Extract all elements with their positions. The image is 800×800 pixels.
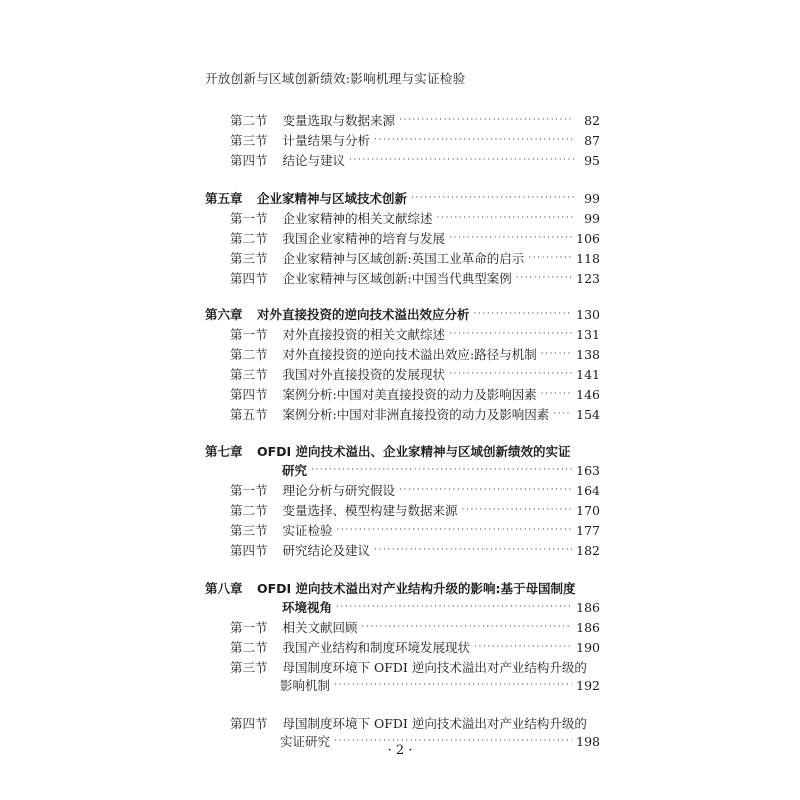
toc-title-continuation: 影响机制 xyxy=(280,678,331,693)
toc-section-row xyxy=(205,150,600,170)
section-label: 第四节 xyxy=(230,387,268,402)
toc-section-row xyxy=(205,130,600,150)
leader-dots xyxy=(528,248,572,268)
section-label: 第一节 xyxy=(230,620,268,635)
section-label: 第四节 xyxy=(230,153,268,168)
page-ref: 99 xyxy=(584,190,600,206)
section-title: 案例分析:中国对美直接投资的动力及影响因素 xyxy=(282,387,537,402)
section-title: 我国对外直接投资的发展现状 xyxy=(282,367,446,382)
page-ref: 123 xyxy=(576,270,600,286)
section-label: 第一节 xyxy=(230,211,268,226)
page-ref: 141 xyxy=(576,366,600,382)
section-label: 第二节 xyxy=(230,231,268,246)
chapter-label: 第八章 xyxy=(205,581,243,596)
page-ref: 186 xyxy=(576,599,600,615)
section-title: 母国制度环境下 OFDI 逆向技术溢出对产业结构升级的 xyxy=(282,716,587,731)
toc-section-row xyxy=(205,500,600,520)
leader-dots xyxy=(474,304,573,324)
toc-section-row xyxy=(205,520,600,540)
leader-dots xyxy=(337,520,573,540)
leader-dots xyxy=(411,188,574,208)
leader-dots xyxy=(349,150,574,170)
section-title: 研究结论及建议 xyxy=(282,543,371,558)
running-header: 开放创新与区域创新绩效:影响机理与实证检验 xyxy=(205,71,466,86)
toc-section-row xyxy=(205,268,600,288)
section-label: 第三节 xyxy=(230,251,268,266)
page-ref: 131 xyxy=(576,326,600,342)
leader-dots xyxy=(516,268,572,288)
page-ref: 164 xyxy=(576,482,600,498)
toc-section-row xyxy=(205,344,600,364)
chapter-title: OFDI 逆向技术溢出、企业家精神与区域创新绩效的实证 xyxy=(257,444,571,459)
leader-dots xyxy=(334,675,572,695)
page-ref: 146 xyxy=(576,386,600,402)
toc-section-row xyxy=(205,657,600,677)
section-title: 我国产业结构和制度环境发展现状 xyxy=(282,640,471,655)
section-title: 母国制度环境下 OFDI 逆向技术溢出对产业结构升级的 xyxy=(282,660,587,675)
page-ref: 198 xyxy=(576,733,600,749)
toc-section-row xyxy=(205,384,600,404)
section-label: 第二节 xyxy=(230,503,268,518)
section-label: 第三节 xyxy=(230,367,268,382)
chapter-label: 第六章 xyxy=(205,307,243,322)
section-label: 第三节 xyxy=(230,133,268,148)
section-label: 第三节 xyxy=(230,660,268,675)
toc-title-continuation: 环境视角 xyxy=(282,600,333,615)
leader-dots xyxy=(449,228,572,248)
leader-dots xyxy=(449,364,572,384)
toc-title-continuation: 研究 xyxy=(282,463,308,478)
section-title: 计量结果与分析 xyxy=(282,133,371,148)
chapter-title: OFDI 逆向技术溢出对产业结构升级的影响:基于母国制度 xyxy=(257,581,576,596)
leader-dots xyxy=(449,324,572,344)
page-ref: 177 xyxy=(576,522,600,538)
toc-section-row xyxy=(205,480,600,500)
toc-chapter-row xyxy=(205,578,600,598)
toc-section-row xyxy=(205,110,600,130)
leader-dots xyxy=(462,500,573,520)
leader-dots xyxy=(541,384,572,404)
section-label: 第四节 xyxy=(230,543,268,558)
section-label: 第一节 xyxy=(230,327,268,342)
page-ref: 138 xyxy=(576,346,600,362)
toc-section-row xyxy=(205,208,600,228)
section-title: 结论与建议 xyxy=(282,153,346,168)
section-title: 企业家精神与区域创新:中国当代典型案例 xyxy=(282,271,512,286)
chapter-title: 对外直接投资的逆向技术溢出效应分析 xyxy=(257,307,470,322)
leader-dots xyxy=(474,637,572,657)
section-title: 对外直接投资的相关文献综述 xyxy=(282,327,446,342)
page-ref: 130 xyxy=(576,306,600,322)
toc-section-row xyxy=(205,540,600,560)
page-ref: 82 xyxy=(584,112,600,128)
page-ref: 182 xyxy=(576,542,600,558)
leader-dots xyxy=(399,110,574,130)
toc-section-row xyxy=(205,324,600,344)
chapter-title: 企业家精神与区域技术创新 xyxy=(257,191,408,206)
leader-dots xyxy=(399,480,572,500)
toc-section-row xyxy=(205,713,600,733)
page-number: · 2 · xyxy=(387,743,413,758)
section-title: 我国企业家精神的培育与发展 xyxy=(282,231,446,246)
section-title: 企业家精神与区域创新:英国工业革命的启示 xyxy=(282,251,525,266)
chapter-label: 第七章 xyxy=(205,444,243,459)
toc-section-row xyxy=(205,364,600,384)
section-label: 第二节 xyxy=(230,347,268,362)
leader-dots xyxy=(437,208,574,228)
section-title: 相关文献回顾 xyxy=(282,620,358,635)
section-title: 企业家精神的相关文献综述 xyxy=(282,211,433,226)
toc-title-continuation: 实证研究 xyxy=(280,734,331,749)
page-ref: 95 xyxy=(584,152,600,168)
section-title: 对外直接投资的逆向技术溢出效应:路径与机制 xyxy=(282,347,537,362)
page-ref: 186 xyxy=(576,619,600,635)
toc-section-row xyxy=(205,228,600,248)
section-label: 第二节 xyxy=(230,640,268,655)
chapter-label: 第五章 xyxy=(205,191,243,206)
toc-chapter-row xyxy=(205,460,600,480)
page-ref: 170 xyxy=(576,502,600,518)
toc-section-row xyxy=(205,637,600,657)
toc-chapter-row xyxy=(205,597,600,617)
leader-dots xyxy=(374,540,572,560)
page-ref: 106 xyxy=(576,230,600,246)
section-label: 第二节 xyxy=(230,113,268,128)
page-ref: 118 xyxy=(576,250,600,266)
page-ref: 163 xyxy=(576,462,600,478)
leader-dots xyxy=(336,597,572,617)
section-label: 第四节 xyxy=(230,716,268,731)
leader-dots xyxy=(541,344,572,364)
page-ref: 99 xyxy=(584,210,600,226)
leader-dots xyxy=(374,130,574,150)
toc-chapter-row xyxy=(205,188,600,208)
section-title: 案例分析:中国对非洲直接投资的动力及影响因素 xyxy=(282,407,550,422)
section-title: 变量选择、模型构建与数据来源 xyxy=(282,503,458,518)
page-ref: 190 xyxy=(576,639,600,655)
page-ref: 154 xyxy=(576,406,600,422)
leader-dots xyxy=(311,460,572,480)
section-title: 理论分析与研究假设 xyxy=(282,483,396,498)
toc-section-row xyxy=(205,617,600,637)
section-title: 变量选取与数据来源 xyxy=(282,113,396,128)
section-label: 第三节 xyxy=(230,523,268,538)
section-label: 第一节 xyxy=(230,483,268,498)
toc-section-row xyxy=(205,404,600,424)
section-title: 实证检验 xyxy=(282,523,333,538)
page-ref: 87 xyxy=(584,132,600,148)
section-label: 第五节 xyxy=(230,407,268,422)
page-ref: 192 xyxy=(576,677,600,693)
leader-dots xyxy=(553,404,572,424)
toc-chapter-row xyxy=(205,441,600,461)
section-label: 第四节 xyxy=(230,271,268,286)
toc-section-row xyxy=(205,675,600,695)
leader-dots xyxy=(362,617,573,637)
toc-chapter-row xyxy=(205,304,600,324)
toc-section-row xyxy=(205,248,600,268)
